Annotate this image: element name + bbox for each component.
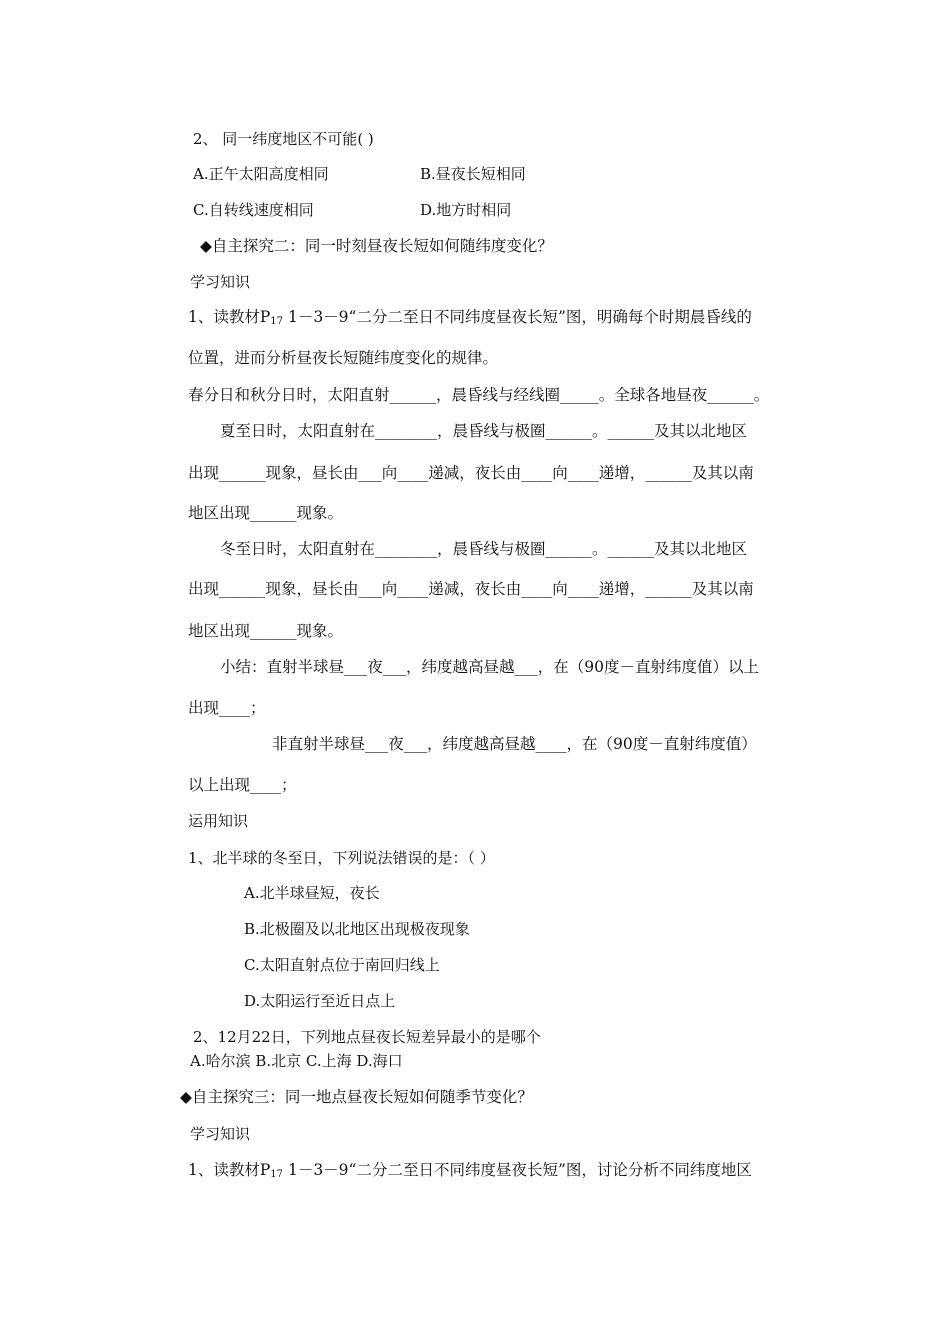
summer-line3: 地区出现______现象。 <box>188 504 344 522</box>
winter-line3: 地区出现______现象。 <box>188 622 344 640</box>
apply-q1-option-d: D.太阳运行至近日点上 <box>244 992 396 1010</box>
explore3-heading: ◆自主探究三：同一地点昼夜长短如何随季节变化？ <box>180 1088 533 1106</box>
q2-option-c: C.自转线速度相同 <box>193 201 314 219</box>
q2-option-a: A.正午太阳高度相同 <box>193 165 329 183</box>
apply-q1: 1、北半球的冬至日，下列说法错误的是：（ ） <box>188 849 495 867</box>
q2-title: 2、 同一纬度地区不可能( ) <box>193 130 374 148</box>
q2-option-b: B.昼夜长短相同 <box>420 165 526 183</box>
winter-line2: 出现______现象，昼长由___向____递减，夜长由____向____递增，______及其以南 <box>188 580 754 598</box>
apply-q2-options: A.哈尔滨 B.北京 C.上海 D.海口 <box>190 1052 403 1070</box>
explore3-study-label: 学习知识 <box>190 1125 251 1143</box>
summer-line2: 出现______现象，昼长由___向____递减，夜长由____向____递增，______及其以南 <box>188 464 754 482</box>
q2-option-d: D.地方时相同 <box>420 201 512 219</box>
summary-line2: 出现____； <box>188 699 266 717</box>
equinox-paragraph: 春分日和秋分日时，太阳直射______，晨昏线与经线圈_____。全球各地昼夜______。 <box>188 386 770 404</box>
summary-line4: 以上出现____； <box>188 776 297 794</box>
winter-line1: 冬至日时，太阳直射在________，晨昏线与极圈______。______及其以北地区 <box>220 540 748 558</box>
explore3-read-line1: 1、读教材$P_{17}$ 1－3－9“二分二至日不同纬度昼夜长短”图，讨论分析不同纬度地区 <box>188 1161 752 1180</box>
summary-line1: 小结：直射半球昼___夜___，纬度越高昼越___，在（90度－直射纬度值）以上 <box>220 658 759 676</box>
summer-line1: 夏至日时，太阳直射在________，晨昏线与极圈______。______及其以北地区 <box>220 422 748 440</box>
summary-line3: 非直射半球昼___夜___，纬度越高昼越____，在（90度－直射纬度值） <box>272 735 757 753</box>
explore2-read-line1: 1、读教材$P_{17}$ 1－3－9“二分二至日不同纬度昼夜长短”图，明确每个时期晨昏线的 <box>188 308 752 327</box>
explore2-study-label: 学习知识 <box>190 273 251 291</box>
apply-q2: 2、12月22日，下列地点昼夜长短差异最小的是哪个 <box>193 1028 541 1046</box>
apply-q1-option-b: B.北极圈及以北地区出现极夜现象 <box>244 920 470 938</box>
apply-label: 运用知识 <box>188 812 249 830</box>
apply-q1-option-c: C.太阳直射点位于南回归线上 <box>244 956 440 974</box>
explore2-read-line2: 位置，进而分析昼夜长短随纬度变化的规律。 <box>188 349 499 367</box>
explore2-heading: ◆自主探究二：同一时刻昼夜长短如何随纬度变化？ <box>200 237 553 255</box>
apply-q1-option-a: A.北半球昼短，夜长 <box>244 884 380 902</box>
